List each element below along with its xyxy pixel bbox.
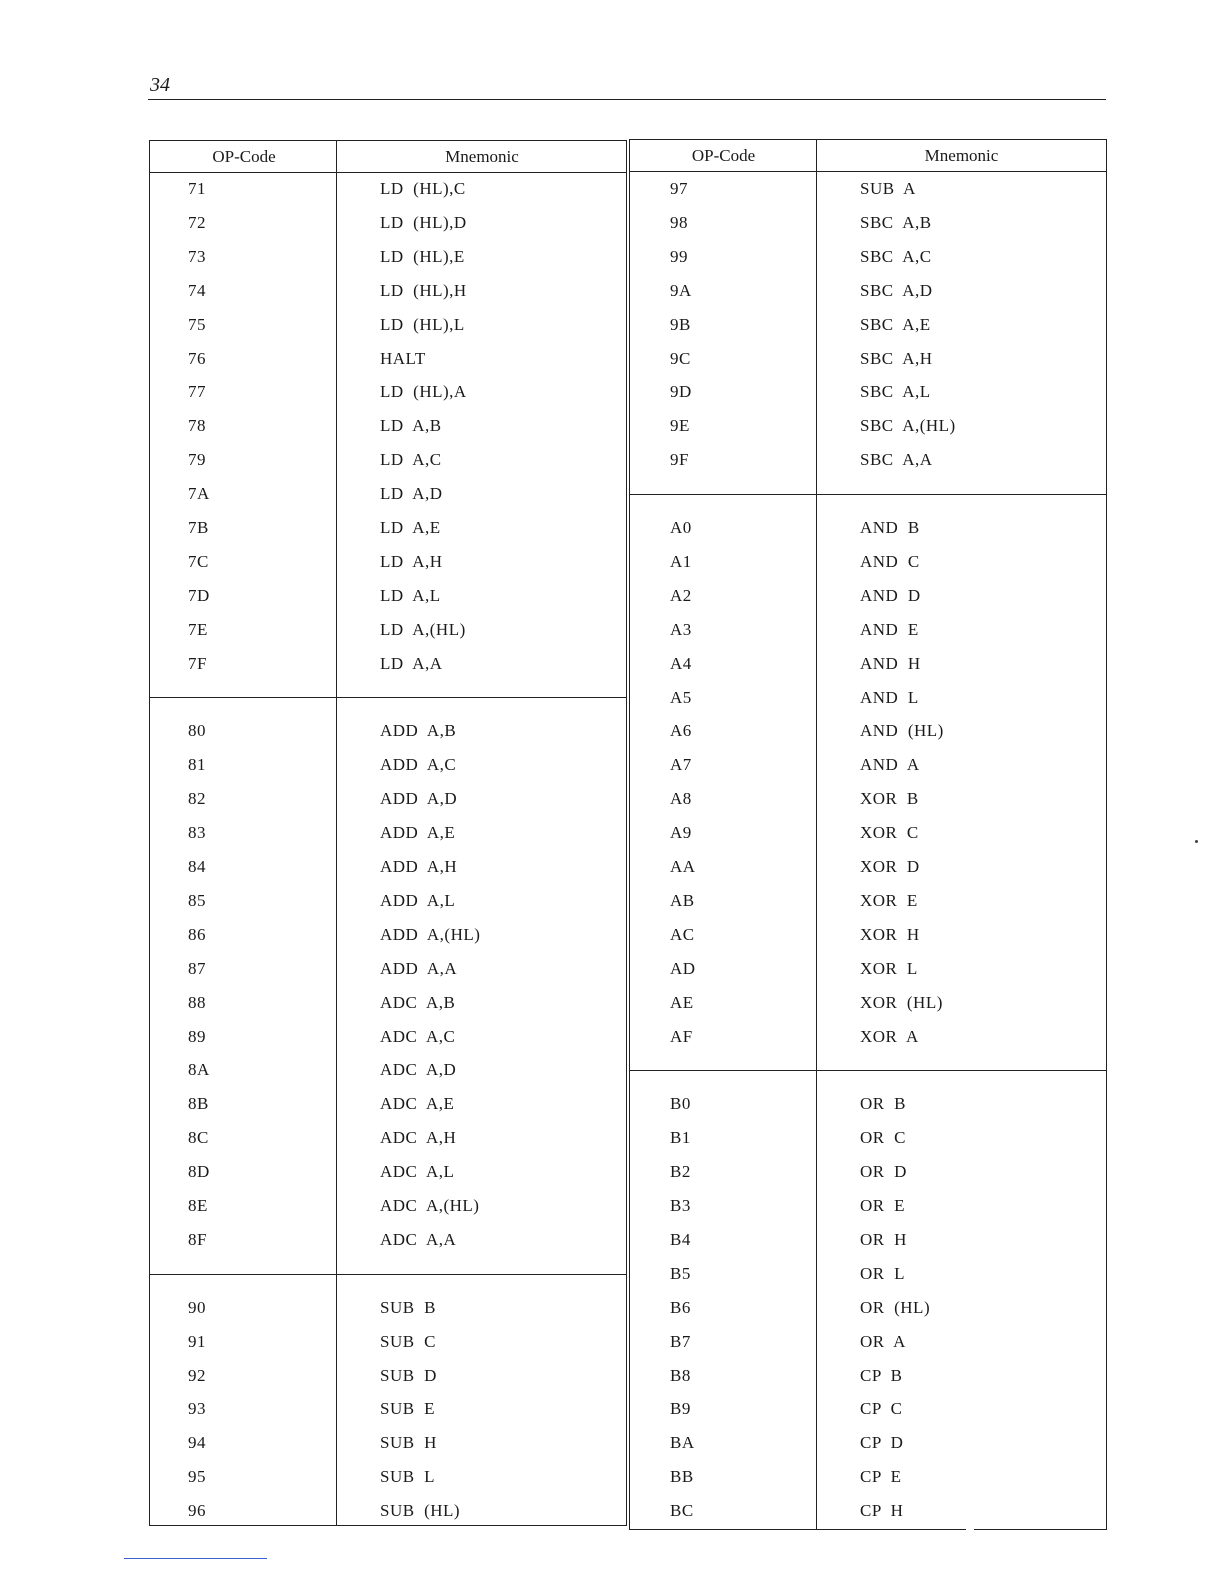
table-row xyxy=(630,206,1106,240)
mnemonic-cell: AND B xyxy=(860,518,920,537)
opcode-cell: 82 xyxy=(188,789,206,809)
table-row xyxy=(630,714,1106,748)
mnemonic-cell: SUB H xyxy=(380,1433,437,1453)
mnemonic-cell: AND L xyxy=(860,687,919,707)
table-row xyxy=(150,375,626,409)
mnemonic-cell: AND C xyxy=(860,551,920,571)
table-row xyxy=(630,1392,1106,1426)
table-row xyxy=(150,613,626,647)
mnemonic-cell: HALT xyxy=(380,348,426,368)
mnemonic-cell: XOR (HL) xyxy=(860,992,943,1012)
table-row xyxy=(630,1494,1106,1528)
group-divider xyxy=(630,1070,1106,1071)
header-rule xyxy=(148,99,1106,100)
opcode-cell: B5 xyxy=(670,1263,691,1283)
mnemonic-cell: AND (HL) xyxy=(860,721,944,741)
table-row xyxy=(630,1291,1106,1325)
opcode-cell: 79 xyxy=(188,450,206,470)
table-row xyxy=(630,274,1106,308)
opcode-cell: B1 xyxy=(670,1128,691,1148)
mnemonic-column-header: Mnemonic xyxy=(924,146,999,165)
opcode-cell: 9D xyxy=(670,382,692,402)
mnemonic-cell: OR H xyxy=(860,1229,907,1249)
opcode-cell: B3 xyxy=(670,1196,691,1215)
table-row xyxy=(150,1359,626,1393)
opcode-cell: 81 xyxy=(188,755,206,775)
table-row xyxy=(630,172,1106,206)
mnemonic-cell: ADD A,(HL) xyxy=(380,924,481,944)
opcode-cell: 75 xyxy=(188,314,206,334)
scan-speck xyxy=(1195,840,1198,843)
opcode-cell: AA xyxy=(670,857,696,876)
table-row xyxy=(150,1392,626,1426)
opcode-cell: B6 xyxy=(670,1297,691,1317)
mnemonic-cell: LD (HL),E xyxy=(380,246,465,266)
mnemonic-cell: SBC A,D xyxy=(860,280,933,300)
table-row xyxy=(630,748,1106,782)
mnemonic-cell: SUB (HL) xyxy=(380,1501,461,1521)
table-row xyxy=(630,308,1106,342)
mnemonic-cell: LD A,B xyxy=(380,416,442,436)
mnemonic-cell: SBC A,L xyxy=(860,382,931,402)
mnemonic-cell: LD (HL),A xyxy=(380,382,467,402)
opcode-table-left xyxy=(149,140,627,1526)
mnemonic-cell: ADC A,(HL) xyxy=(380,1196,480,1215)
table-row xyxy=(630,613,1106,647)
table-row xyxy=(150,1460,626,1494)
table-row xyxy=(630,1121,1106,1155)
opcode-cell: 77 xyxy=(188,382,206,402)
mnemonic-cell: ADD A,A xyxy=(380,958,458,978)
group-divider xyxy=(150,697,626,698)
opcode-cell: BC xyxy=(670,1501,694,1521)
mnemonic-column-header: Mnemonic xyxy=(445,147,519,166)
opcode-cell: 96 xyxy=(188,1501,206,1521)
opcode-cell: 73 xyxy=(188,246,206,266)
mnemonic-cell: OR (HL) xyxy=(860,1297,931,1317)
table-row xyxy=(150,1291,626,1325)
mnemonic-cell: SBC A,(HL) xyxy=(860,416,956,436)
table-row xyxy=(150,884,626,918)
opcode-cell: 8B xyxy=(188,1094,209,1114)
mnemonic-cell: CP H xyxy=(860,1501,904,1521)
mnemonic-cell: LD A,A xyxy=(380,653,443,673)
table-row xyxy=(150,816,626,850)
mnemonic-cell: SBC A,B xyxy=(860,212,932,232)
table-row xyxy=(150,1426,626,1460)
opcode-cell: A6 xyxy=(670,721,692,741)
opcode-cell: 87 xyxy=(188,958,206,978)
opcode-cell: 7D xyxy=(188,585,210,605)
table-row xyxy=(630,1257,1106,1291)
table-row xyxy=(150,986,626,1020)
opcode-cell: A7 xyxy=(670,755,692,775)
table-row xyxy=(150,647,626,681)
table-row xyxy=(150,274,626,308)
mnemonic-cell: SUB A xyxy=(860,179,916,198)
opcode-cell: A2 xyxy=(670,585,692,605)
table-row xyxy=(630,782,1106,816)
table-row xyxy=(630,918,1106,952)
table-row xyxy=(630,511,1106,545)
opcode-column-header: OP-Code xyxy=(212,147,276,166)
mnemonic-cell: LD A,H xyxy=(380,551,443,571)
mnemonic-cell: OR E xyxy=(860,1196,905,1215)
opcode-cell: 7F xyxy=(188,653,207,673)
opcode-cell: 95 xyxy=(188,1467,206,1487)
table-row xyxy=(150,1087,626,1121)
table-row xyxy=(150,342,626,376)
mnemonic-cell: ADD A,E xyxy=(380,823,456,843)
opcode-table-right xyxy=(629,139,1107,1530)
opcode-cell: 83 xyxy=(188,823,206,843)
table-row xyxy=(150,443,626,477)
opcode-cell: 89 xyxy=(188,1026,206,1046)
mnemonic-cell: XOR D xyxy=(860,857,920,876)
table-row xyxy=(150,172,626,206)
mnemonic-cell: ADC A,B xyxy=(380,992,456,1012)
table-row xyxy=(150,206,626,240)
opcode-cell: 88 xyxy=(188,992,206,1012)
table-row xyxy=(150,511,626,545)
mnemonic-cell: AND D xyxy=(860,585,921,605)
table-row xyxy=(150,409,626,443)
table-row xyxy=(150,477,626,511)
table-row xyxy=(150,1020,626,1054)
table-row xyxy=(150,1155,626,1189)
table-row xyxy=(150,1121,626,1155)
opcode-cell: B7 xyxy=(670,1331,691,1351)
table-row xyxy=(630,681,1106,715)
mnemonic-cell: XOR L xyxy=(860,958,918,978)
opcode-cell: 84 xyxy=(188,857,206,876)
mnemonic-cell: ADD A,B xyxy=(380,721,457,741)
opcode-cell: 9F xyxy=(670,450,689,470)
table-row xyxy=(630,816,1106,850)
mnemonic-cell: AND A xyxy=(860,755,920,775)
table-row xyxy=(150,850,626,884)
mnemonic-cell: CP D xyxy=(860,1433,904,1453)
mnemonic-cell: AND H xyxy=(860,653,921,673)
table-row xyxy=(630,240,1106,274)
mnemonic-cell: ADD A,C xyxy=(380,755,457,775)
mnemonic-cell: LD (HL),D xyxy=(380,212,467,232)
table-row xyxy=(630,1087,1106,1121)
table-row xyxy=(630,579,1106,613)
opcode-cell: B2 xyxy=(670,1162,691,1182)
table-row xyxy=(630,1426,1106,1460)
table-row xyxy=(150,579,626,613)
mnemonic-cell: XOR A xyxy=(860,1026,919,1046)
mnemonic-cell: ADC A,D xyxy=(380,1060,457,1080)
mnemonic-cell: CP B xyxy=(860,1365,903,1385)
mnemonic-cell: ADD A,H xyxy=(380,857,458,876)
table-row xyxy=(630,850,1106,884)
mnemonic-cell: OR L xyxy=(860,1263,905,1283)
mnemonic-cell: SUB C xyxy=(380,1331,436,1351)
mnemonic-cell: LD (HL),C xyxy=(380,179,466,198)
table-row xyxy=(630,443,1106,477)
opcode-cell: AE xyxy=(670,992,694,1012)
opcode-cell: A8 xyxy=(670,789,692,809)
mnemonic-cell: LD A,E xyxy=(380,518,441,537)
page-number: 34 xyxy=(150,74,170,96)
mnemonic-cell: OR A xyxy=(860,1331,906,1351)
opcode-cell: 7E xyxy=(188,619,208,639)
mnemonic-cell: AND E xyxy=(860,619,919,639)
mnemonic-cell: ADC A,C xyxy=(380,1026,456,1046)
opcode-cell: 98 xyxy=(670,212,688,232)
opcode-cell: A4 xyxy=(670,653,692,673)
mnemonic-cell: OR C xyxy=(860,1128,906,1148)
mnemonic-cell: ADC A,A xyxy=(380,1229,457,1249)
opcode-cell: A0 xyxy=(670,518,692,537)
mnemonic-cell: XOR C xyxy=(860,823,919,843)
mnemonic-cell: ADC A,E xyxy=(380,1094,455,1114)
table-row xyxy=(630,1325,1106,1359)
mnemonic-cell: SBC A,H xyxy=(860,348,933,368)
mnemonic-cell: LD A,(HL) xyxy=(380,619,466,639)
opcode-cell: 8E xyxy=(188,1196,208,1215)
mnemonic-cell: LD A,L xyxy=(380,585,441,605)
table-row xyxy=(630,342,1106,376)
opcode-cell: 8C xyxy=(188,1128,209,1148)
border-gap xyxy=(966,1526,974,1530)
mnemonic-cell: XOR H xyxy=(860,924,920,944)
mnemonic-cell: LD A,C xyxy=(380,450,442,470)
opcode-cell: 9C xyxy=(670,348,691,368)
mnemonic-cell: ADC A,L xyxy=(380,1162,455,1182)
mnemonic-cell: ADD A,D xyxy=(380,789,458,809)
opcode-cell: AB xyxy=(670,890,695,910)
table-row xyxy=(150,748,626,782)
opcode-cell: A3 xyxy=(670,619,692,639)
table-row xyxy=(150,1189,626,1223)
opcode-cell: 74 xyxy=(188,280,206,300)
table-row xyxy=(150,952,626,986)
mnemonic-cell: SBC A,A xyxy=(860,450,933,470)
opcode-cell: 80 xyxy=(188,721,206,741)
opcode-cell: B0 xyxy=(670,1094,691,1114)
table-row xyxy=(630,952,1106,986)
opcode-cell: 97 xyxy=(670,179,688,198)
opcode-cell: 7A xyxy=(188,484,210,504)
opcode-column-header: OP-Code xyxy=(691,146,756,165)
mnemonic-cell: XOR B xyxy=(860,789,919,809)
opcode-cell: B8 xyxy=(670,1365,691,1385)
mnemonic-cell: LD (HL),L xyxy=(380,314,465,334)
opcode-cell: 92 xyxy=(188,1365,206,1385)
table-row xyxy=(150,1325,626,1359)
group-divider xyxy=(630,494,1106,495)
table-header xyxy=(630,140,1106,172)
mnemonic-cell: SUB L xyxy=(380,1467,435,1487)
opcode-cell: 9A xyxy=(670,280,692,300)
mnemonic-cell: ADC A,H xyxy=(380,1128,457,1148)
opcode-cell: B4 xyxy=(670,1229,691,1249)
opcode-cell: AD xyxy=(670,958,696,978)
scan-artifact-line xyxy=(124,1558,267,1559)
table-row xyxy=(630,884,1106,918)
mnemonic-cell: SUB E xyxy=(380,1399,435,1419)
mnemonic-cell: CP E xyxy=(860,1467,902,1487)
opcode-cell: 86 xyxy=(188,924,206,944)
table-row xyxy=(150,1223,626,1257)
mnemonic-cell: OR D xyxy=(860,1162,907,1182)
mnemonic-cell: SBC A,C xyxy=(860,246,932,266)
table-row xyxy=(630,375,1106,409)
opcode-cell: A1 xyxy=(670,551,692,571)
table-row xyxy=(630,1223,1106,1257)
opcode-cell: BA xyxy=(670,1433,695,1453)
opcode-cell: 90 xyxy=(188,1297,206,1317)
opcode-cell: BB xyxy=(670,1467,694,1487)
opcode-cell: A5 xyxy=(670,687,692,707)
table-row xyxy=(630,1189,1106,1223)
mnemonic-cell: LD A,D xyxy=(380,484,443,504)
opcode-cell: AF xyxy=(670,1026,693,1046)
table-row xyxy=(630,545,1106,579)
table-row xyxy=(150,782,626,816)
table-row xyxy=(150,308,626,342)
opcode-cell: 94 xyxy=(188,1433,206,1453)
opcode-cell: AC xyxy=(670,924,695,944)
table-row xyxy=(150,1053,626,1087)
mnemonic-cell: SUB B xyxy=(380,1297,436,1317)
opcode-cell: 76 xyxy=(188,348,206,368)
table-row xyxy=(630,1460,1106,1494)
table-row xyxy=(630,647,1106,681)
opcode-cell: 78 xyxy=(188,416,206,436)
opcode-cell: 8F xyxy=(188,1229,207,1249)
opcode-cell: 71 xyxy=(188,179,206,198)
opcode-cell: 9E xyxy=(670,416,690,436)
opcode-cell: 93 xyxy=(188,1399,206,1419)
table-row xyxy=(150,1494,626,1528)
mnemonic-cell: ADD A,L xyxy=(380,890,456,910)
table-row xyxy=(150,545,626,579)
table-row xyxy=(150,240,626,274)
mnemonic-cell: SBC A,E xyxy=(860,314,931,334)
opcode-cell: B9 xyxy=(670,1399,691,1419)
table-row xyxy=(630,409,1106,443)
opcode-cell: 9B xyxy=(670,314,691,334)
table-row xyxy=(630,1020,1106,1054)
mnemonic-cell: LD (HL),H xyxy=(380,280,467,300)
mnemonic-cell: OR B xyxy=(860,1094,906,1114)
table-row xyxy=(630,986,1106,1020)
opcode-cell: 72 xyxy=(188,212,206,232)
mnemonic-cell: CP C xyxy=(860,1399,903,1419)
opcode-cell: 7C xyxy=(188,551,209,571)
opcode-cell: 7B xyxy=(188,518,209,537)
opcode-cell: A9 xyxy=(670,823,692,843)
mnemonic-cell: XOR E xyxy=(860,890,918,910)
table-row xyxy=(150,918,626,952)
opcode-cell: 99 xyxy=(670,246,688,266)
opcode-cell: 91 xyxy=(188,1331,206,1351)
table-row xyxy=(150,714,626,748)
mnemonic-cell: SUB D xyxy=(380,1365,437,1385)
opcode-cell: 8D xyxy=(188,1162,210,1182)
table-row xyxy=(630,1155,1106,1189)
group-divider xyxy=(150,1274,626,1275)
opcode-cell: 85 xyxy=(188,890,206,910)
opcode-cell: 8A xyxy=(188,1060,210,1080)
table-row xyxy=(630,1359,1106,1393)
table-header xyxy=(150,141,626,173)
